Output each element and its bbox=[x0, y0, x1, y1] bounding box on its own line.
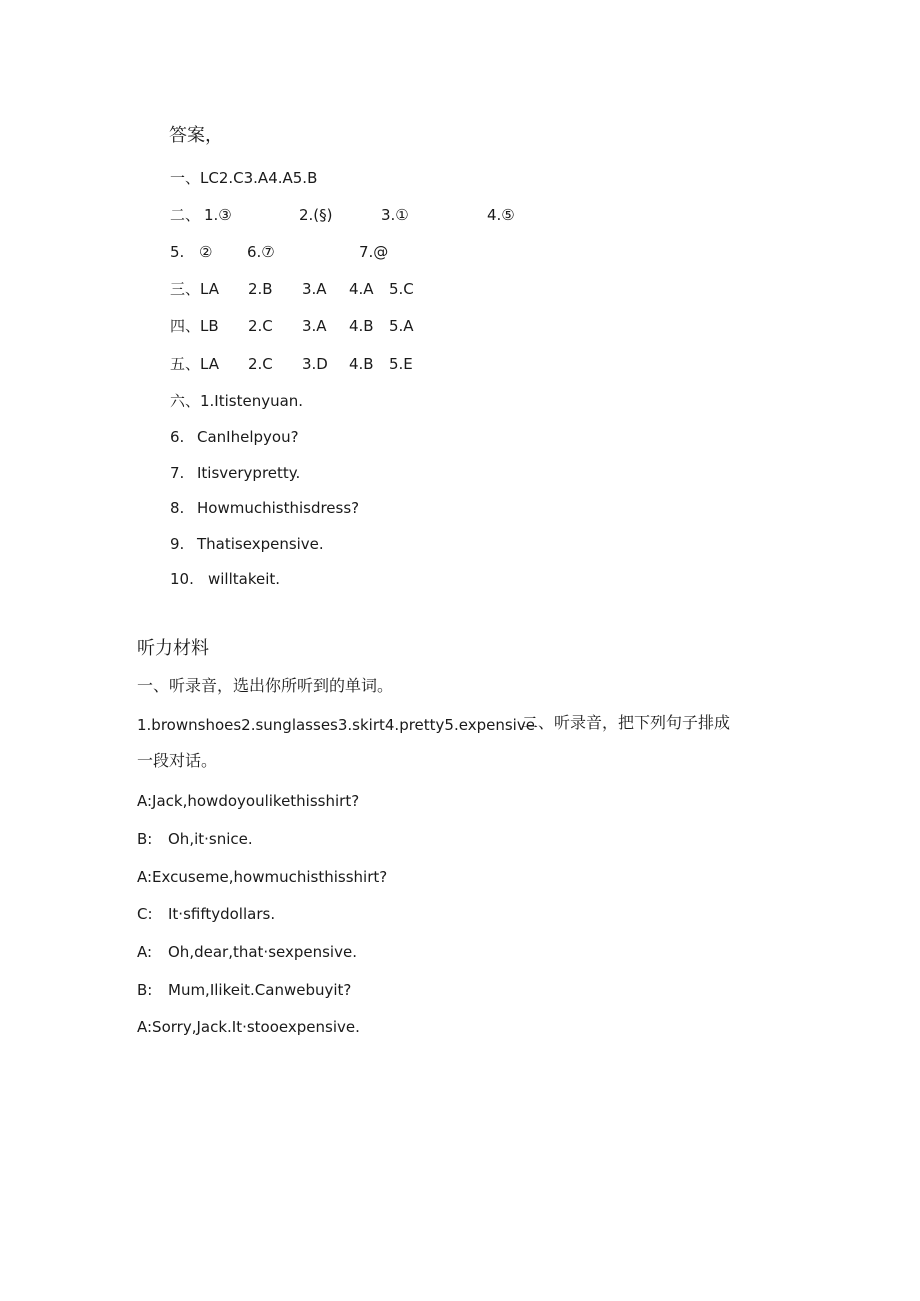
sentence-10-number: 10. bbox=[170, 570, 194, 588]
answer-row-2-d: 4.⑤ bbox=[487, 206, 515, 224]
answer-row-5-b: 2.C bbox=[248, 317, 273, 335]
dialog-text: Oh,it·snice. bbox=[168, 830, 253, 848]
listening-question-2: 二、听录音，把下列句子排成 bbox=[522, 715, 731, 732]
listening-question-1: 一、听录音，选出你所听到的单词。 bbox=[137, 678, 394, 695]
dialog-speaker: B: bbox=[137, 981, 153, 999]
answer-row-7: 六、1.Itistenyuan. bbox=[170, 392, 304, 410]
dialog-speaker: A: bbox=[137, 943, 153, 961]
answers-heading: 答案， bbox=[169, 125, 223, 146]
dialog-speaker: A:Sorry,Jack.It·stooexpensive. bbox=[137, 1018, 360, 1036]
dialog-speaker: B: bbox=[137, 830, 153, 848]
answer-row-4-prefix: 三、LA bbox=[170, 280, 219, 298]
answer-row-6-b: 2.C bbox=[248, 355, 273, 373]
answer-row-2-b: 2.(§) bbox=[299, 206, 333, 224]
sentence-10-text: willtakeit. bbox=[208, 570, 281, 588]
answer-row-4-c: 3.A bbox=[302, 280, 327, 298]
answer-row-5-c: 3.A bbox=[302, 317, 327, 335]
sentence-7-number: 7. bbox=[170, 464, 185, 482]
answer-row-3-a: 5. bbox=[170, 243, 185, 261]
answer-row-6-d: 4.B bbox=[349, 355, 374, 373]
dialog-speaker: C: bbox=[137, 905, 153, 923]
sentence-6-text: CanIhelpyou? bbox=[197, 428, 299, 446]
answer-row-4-d: 4.A bbox=[349, 280, 374, 298]
answer-row-3-c: 7.@ bbox=[359, 243, 389, 261]
dialog-speaker: A:Jack,howdoyoulikethisshirt? bbox=[137, 792, 360, 810]
sentence-8-number: 8. bbox=[170, 499, 185, 517]
answer-row-4-e: 5.C bbox=[389, 280, 414, 298]
answer-row-5-prefix: 四、LB bbox=[170, 317, 219, 335]
listening-question-2-cont: 一段对话。 bbox=[137, 753, 218, 770]
answer-row-6-prefix: 五、LA bbox=[170, 355, 219, 373]
sentence-9-number: 9. bbox=[170, 535, 185, 553]
answer-row-6-e: 5.E bbox=[389, 355, 413, 373]
answer-row-5-e: 5.A bbox=[389, 317, 414, 335]
answer-row-4-b: 2.B bbox=[248, 280, 273, 298]
answer-row-2-a: 1.③ bbox=[204, 206, 232, 224]
listening-words: 1.brownshoes2.sunglasses3.skirt4.pretty5.expensive bbox=[137, 716, 535, 734]
answer-row-6-c: 3.D bbox=[302, 355, 328, 373]
sentence-7-text: Itisverypretty. bbox=[197, 464, 301, 482]
answer-row-3-b: 6.⑦ bbox=[247, 243, 275, 261]
answer-row-1: 一、LC2.C3.A4.A5.B bbox=[170, 169, 318, 187]
dialog-text: It·sfiftydollars. bbox=[168, 905, 276, 923]
answer-row-3-a-circle: ② bbox=[199, 243, 213, 261]
dialog-speaker: A:Excuseme,howmuchisthisshirt? bbox=[137, 868, 388, 886]
sentence-8-text: Howmuchisthisdress? bbox=[197, 499, 360, 517]
dialog-text: Oh,dear,that·sexpensive. bbox=[168, 943, 357, 961]
answer-row-2-c: 3.① bbox=[381, 206, 409, 224]
sentence-9-text: Thatisexpensive. bbox=[197, 535, 324, 553]
sentence-6-number: 6. bbox=[170, 428, 185, 446]
dialog-text: Mum,Ilikeit.Canwebuyit? bbox=[168, 981, 352, 999]
listening-heading: 听力材料 bbox=[137, 638, 209, 659]
answer-row-2-prefix: 二、 bbox=[170, 206, 201, 224]
answer-row-5-d: 4.B bbox=[349, 317, 374, 335]
